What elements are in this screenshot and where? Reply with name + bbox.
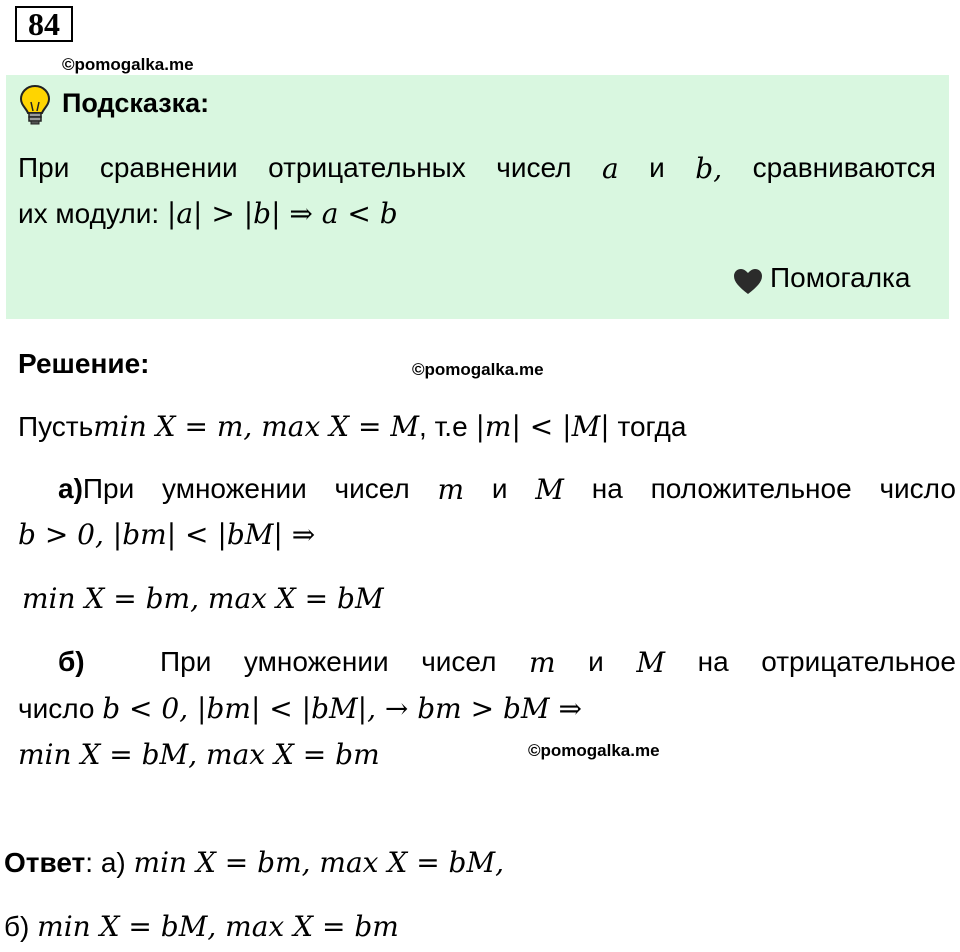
part-b-word: чисел <box>421 646 497 677</box>
part-b-text: число <box>18 693 95 724</box>
part-b-word: на <box>697 646 729 677</box>
answer-b-label: б) <box>4 911 30 942</box>
part-a-word: При <box>82 473 135 504</box>
part-b-word: и <box>588 646 604 677</box>
intro-text: , т.е <box>419 411 468 442</box>
hint-word: чисел <box>496 152 572 183</box>
hint-word: отрицательных <box>268 152 466 183</box>
answer-line-1 <box>4 846 504 879</box>
part-a-line-1 <box>58 473 956 506</box>
var-a: a <box>601 152 619 185</box>
part-a-word: умножении <box>162 473 307 504</box>
part-b-line-2 <box>18 692 582 725</box>
part-b-label: б) <box>58 646 85 677</box>
hint-word: При <box>18 152 70 183</box>
task-number: 84 <box>15 6 73 42</box>
watermark: ©pomogalka.me <box>412 360 544 379</box>
hint-title: Подсказка: <box>62 88 210 118</box>
hint-line-1 <box>18 152 936 185</box>
part-a-word: число <box>879 473 956 504</box>
part-b-line-1 <box>160 646 956 679</box>
brand-name: Помогалка <box>770 262 911 293</box>
var-M: M <box>636 646 666 679</box>
part-b-formula-1: b < 0, |bm| < |bM|, → bm > bM ⇒ <box>102 692 582 725</box>
part-a-formula-2: min X = bm, max X = bM <box>22 582 384 615</box>
part-a-word: положительное <box>650 473 852 504</box>
part-a-word: чисел <box>334 473 410 504</box>
var-m: m <box>437 473 465 506</box>
watermark: ©pomogalka.me <box>62 55 194 74</box>
hint-word: сравнении <box>99 152 238 183</box>
part-b-word: При <box>160 646 212 677</box>
hint-tail: сравниваются <box>752 152 936 183</box>
part-b-formula-2: min X = bM, max X = bm <box>18 738 380 771</box>
solution-title: Решение: <box>18 348 150 379</box>
part-a-formula-1: b > 0, |bm| < |bM| ⇒ <box>18 518 316 551</box>
part-b-word: умножении <box>243 646 389 677</box>
var-M: M <box>535 473 564 506</box>
heart-icon <box>733 268 763 296</box>
hint-line-2 <box>18 197 398 230</box>
part-a-label: а) <box>58 473 83 504</box>
var-b: b, <box>695 152 723 185</box>
solution-intro <box>18 410 686 443</box>
answer-line-2 <box>4 910 399 943</box>
intro-formula: |m| < |M| <box>475 410 610 443</box>
intro-formula: min X = m, max X = M <box>93 410 420 443</box>
hint-line2-formula: |a| > |b| ⇒ a < b <box>166 197 398 230</box>
lightbulb-icon <box>19 84 51 126</box>
answer-a-formula: min X = bm, max X = bM, <box>133 846 505 879</box>
answer-label: Ответ <box>4 847 86 878</box>
hint-and: и <box>649 152 665 183</box>
hint-line2-text: их модули: <box>18 198 160 229</box>
answer-a-label: а) <box>100 847 126 878</box>
part-a-word: на <box>591 473 623 504</box>
intro-text: Пусть <box>18 411 94 442</box>
var-m: m <box>529 646 556 679</box>
part-b-word: отрицательное <box>761 646 956 677</box>
answer-b-formula: min X = bM, max X = bm <box>37 910 399 943</box>
answer-colon: : <box>85 847 94 878</box>
part-a-word: и <box>491 473 508 504</box>
intro-text: тогда <box>617 411 687 442</box>
watermark: ©pomogalka.me <box>528 741 660 760</box>
